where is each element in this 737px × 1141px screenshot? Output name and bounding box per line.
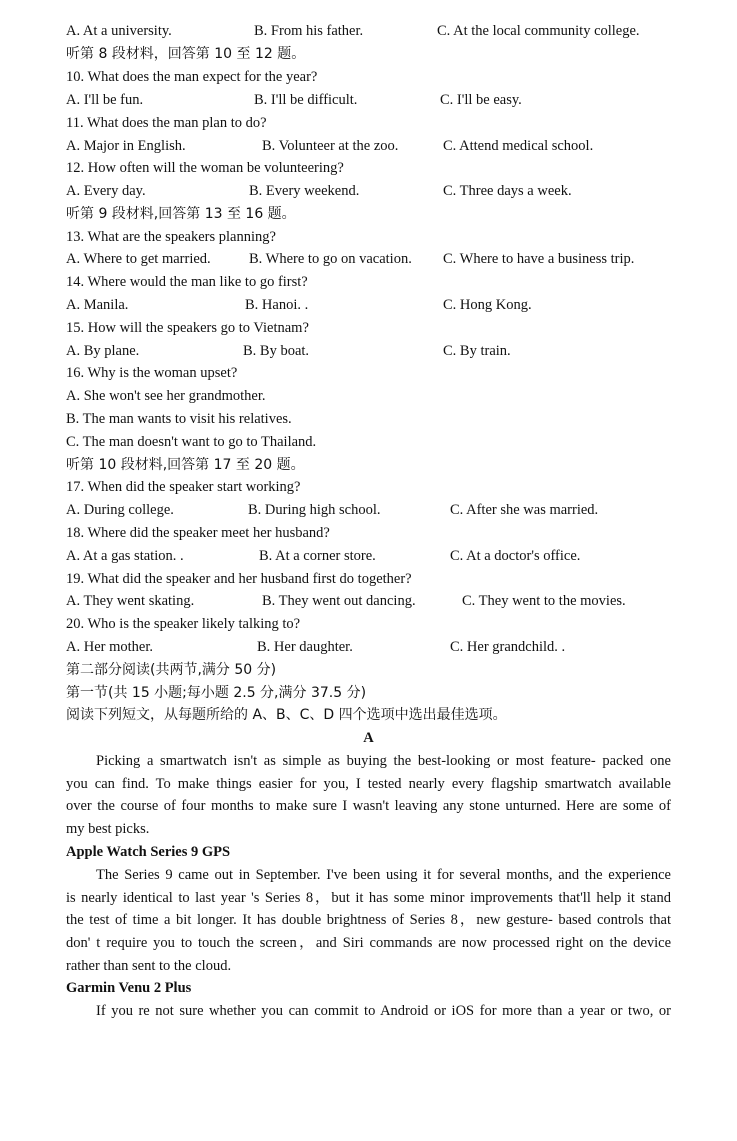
question-line: 13. What are the speakers planning? xyxy=(66,229,276,245)
question-line: 12. How often will the woman be volunteering? xyxy=(66,160,344,176)
question-line: C. The man doesn't want to go to Thailand. xyxy=(66,434,317,450)
question-line: 10. What does the man expect for the year? xyxy=(66,69,318,85)
passage-line: is nearly identical to last year 's Series 8，but it has some minor improvements that'll help it stand xyxy=(66,890,671,906)
answer-option: B. Hanoi. . xyxy=(245,297,309,313)
question-line: 11. What does the man plan to do? xyxy=(66,115,267,131)
answer-option: B. By boat. xyxy=(243,343,310,359)
answer-option: C. At a doctor's office. xyxy=(450,548,581,564)
question-line: 16. Why is the woman upset? xyxy=(66,365,238,381)
section-heading: 听第 10 段材料,回答第 17 至 20 题。 xyxy=(66,457,305,473)
question-line: 20. Who is the speaker likely talking to? xyxy=(66,616,301,632)
section-heading: 阅读下列短文，从每题所给的 A、B、C、D 四个选项中选出最佳选项。 xyxy=(66,707,507,723)
question-line: my best picks. xyxy=(66,821,150,837)
passage-line: over the course of four months to make sure I wasn't leaving any stone unturned. Here are some of xyxy=(66,798,671,814)
question-line: 19. What did the speaker and her husband first do together? xyxy=(66,571,412,587)
answer-option: B. Where to go on vacation. xyxy=(249,251,412,267)
answer-option: B. Her daughter. xyxy=(257,639,353,655)
answer-option: A. During college. xyxy=(66,502,174,518)
answer-option: A. Her mother. xyxy=(66,639,153,655)
answer-option: A. They went skating. xyxy=(66,593,195,609)
question-line: 14. Where would the man like to go first? xyxy=(66,274,308,290)
answer-option: C. Her grandchild. . xyxy=(450,639,566,655)
passage-line: If you re not sure whether you can commit to Android or iOS for more than a year or two, or xyxy=(96,1003,671,1019)
section-heading: 第二部分阅读(共两节,满分 50 分) xyxy=(66,662,277,678)
answer-option: C. Where to have a business trip. xyxy=(443,251,635,267)
answer-option: A. I'll be fun. xyxy=(66,92,144,108)
section-heading: 听第 8 段材料，回答第 10 至 12 题。 xyxy=(66,46,306,62)
question-line: 15. How will the speakers go to Vietnam? xyxy=(66,320,309,336)
answer-option: C. They went to the movies. xyxy=(462,593,626,609)
question-line: 17. When did the speaker start working? xyxy=(66,479,301,495)
answer-option: A. By plane. xyxy=(66,343,140,359)
answer-option: A. Major in English. xyxy=(66,138,186,154)
answer-option: A. At a university. xyxy=(66,23,172,39)
answer-option: C. Attend medical school. xyxy=(443,138,594,154)
answer-option: B. At a corner store. xyxy=(259,548,376,564)
answer-option: C. At the local community college. xyxy=(437,23,640,39)
section-heading: 第一节(共 15 小题;每小题 2.5 分,满分 37.5 分) xyxy=(66,685,367,701)
passage-line: don' t require you to touch the screen，and Siri commands are now processed right on the device xyxy=(66,935,671,951)
product-heading: Garmin Venu 2 Plus xyxy=(66,980,192,996)
answer-option: B. Every weekend. xyxy=(249,183,360,199)
answer-option: A. Manila. xyxy=(66,297,129,313)
answer-option: C. I'll be easy. xyxy=(440,92,522,108)
question-line: rather than sent to the cloud. xyxy=(66,958,232,974)
passage-line: the test of time a bit longer. It has double brightness of Series 8，new gesture- based controls that xyxy=(66,912,671,928)
passage-letter: A xyxy=(363,730,374,746)
answer-option: B. During high school. xyxy=(248,502,381,518)
question-line: 18. Where did the speaker meet her husband? xyxy=(66,525,330,541)
product-heading: Apple Watch Series 9 GPS xyxy=(66,844,231,860)
answer-option: B. They went out dancing. xyxy=(262,593,416,609)
answer-option: B. Volunteer at the zoo. xyxy=(262,138,399,154)
question-line: B. The man wants to visit his relatives. xyxy=(66,411,292,427)
answer-option: C. After she was married. xyxy=(450,502,599,518)
answer-option: A. Where to get married. xyxy=(66,251,211,267)
answer-option: C. Three days a week. xyxy=(443,183,572,199)
answer-option: C. Hong Kong. xyxy=(443,297,532,313)
section-heading: 听第 9 段材料,回答第 13 至 16 题。 xyxy=(66,206,296,222)
answer-option: A. At a gas station. . xyxy=(66,548,184,564)
answer-option: B. I'll be difficult. xyxy=(254,92,358,108)
answer-option: A. Every day. xyxy=(66,183,146,199)
passage-line: you can find. To make things easier for you, I tested nearly every flagship smartwatch available xyxy=(66,776,671,792)
passage-line: Picking a smartwatch isn't as simple as buying the best-looking or most feature- packed one xyxy=(96,753,671,769)
question-line: A. She won't see her grandmother. xyxy=(66,388,266,404)
answer-option: C. By train. xyxy=(443,343,511,359)
answer-option: B. From his father. xyxy=(254,23,364,39)
passage-line: The Series 9 came out in September. I've been using it for several months, and the experience xyxy=(96,867,671,883)
